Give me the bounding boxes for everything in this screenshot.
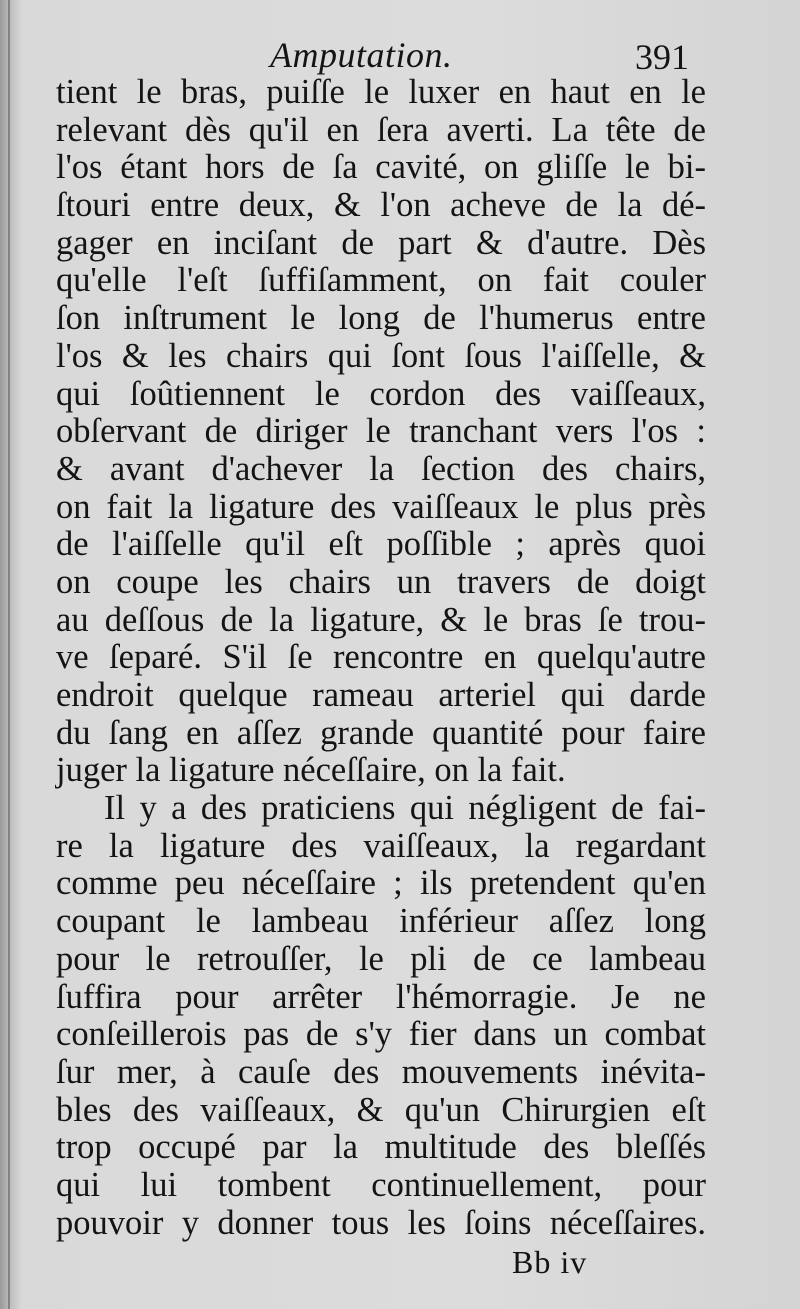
text-line: on coupe les chairs un travers de doigt <box>56 562 706 601</box>
text-line: de l'aiſſelle qu'il eſt poſſible ; après quoi <box>56 525 706 564</box>
text-line: juger la ligature néceſſaire, on la fait. <box>56 751 566 790</box>
text-line: l'os étant hors de ſa cavité, on gliſſe le bi- <box>56 148 706 187</box>
text-line: tient le bras, puiſſe le luxer en haut en le <box>56 73 706 111</box>
body-text <box>56 74 706 1242</box>
text-line: qui lui tombent continuellement, pour <box>56 1165 706 1204</box>
text-line: comme peu néceſſaire ; ils pretendent qu'en <box>56 864 706 903</box>
signature-mark: Bb iv <box>512 1244 588 1280</box>
text-line: re la ligature des vaiſſeaux, la regardant <box>56 826 706 865</box>
text-line: pouvoir y donner tous les ſoins néceſſaires. <box>56 1203 706 1242</box>
page-number: 391 <box>635 37 689 77</box>
text-line: au deſſous de la ligature, & le bras ſe trou- <box>56 600 706 639</box>
text-line: du ſang en aſſez grande quantité pour faire <box>56 713 706 752</box>
text-line: Il y a des praticiens qui négligent de fai- <box>104 789 706 828</box>
text-line: & avant d'achever la ſection des chairs, <box>56 449 706 488</box>
text-line: qui ſoûtiennent le cordon des vaiſſeaux, <box>56 374 706 413</box>
text-line: on fait la ligature des vaiſſeaux le plus près <box>56 487 706 526</box>
text-line: trop occupé par la multitude des bleſſés <box>56 1128 706 1167</box>
text-line: endroit quelque rameau arteriel qui darde <box>56 676 706 714</box>
text-line: l'os & les chairs qui ſont ſous l'aiſſelle, & <box>56 336 706 375</box>
text-line: obſervant de diriger le tranchant vers l'os : <box>56 412 706 451</box>
text-line: coupant le lambeau inférieur aſſez long <box>56 902 706 941</box>
text-line: ſon inſtrument le long de l'humerus entre <box>56 299 706 338</box>
text-line: ſtouri entre deux, & l'on acheve de la dé- <box>56 186 706 225</box>
text-line: ſur mer, à cauſe des mouvements inévita- <box>56 1052 706 1091</box>
text-line: conſeillerois pas de s'y fier dans un combat <box>56 1015 706 1054</box>
text-line: ve ſeparé. S'il ſe rencontre en quelqu'autre <box>56 638 706 677</box>
text-line: ſuffira pour arrêter l'hémorragie. Je ne <box>56 977 706 1016</box>
text-line: qu'elle l'eſt ſuffiſamment, on fait couler <box>56 261 706 300</box>
text-line: pour le retrouſſer, le pli de ce lambeau <box>56 939 706 978</box>
text-line: relevant dès qu'il en ſera averti. La tête de <box>56 110 706 149</box>
page-gutter-edge <box>8 0 10 1309</box>
text-line: gager en inciſant de part & d'autre. Dès <box>56 223 706 262</box>
text-line: bles des vaiſſeaux, & qu'un Chirurgien eſt <box>56 1090 706 1129</box>
running-title: Amputation. <box>270 35 453 75</box>
